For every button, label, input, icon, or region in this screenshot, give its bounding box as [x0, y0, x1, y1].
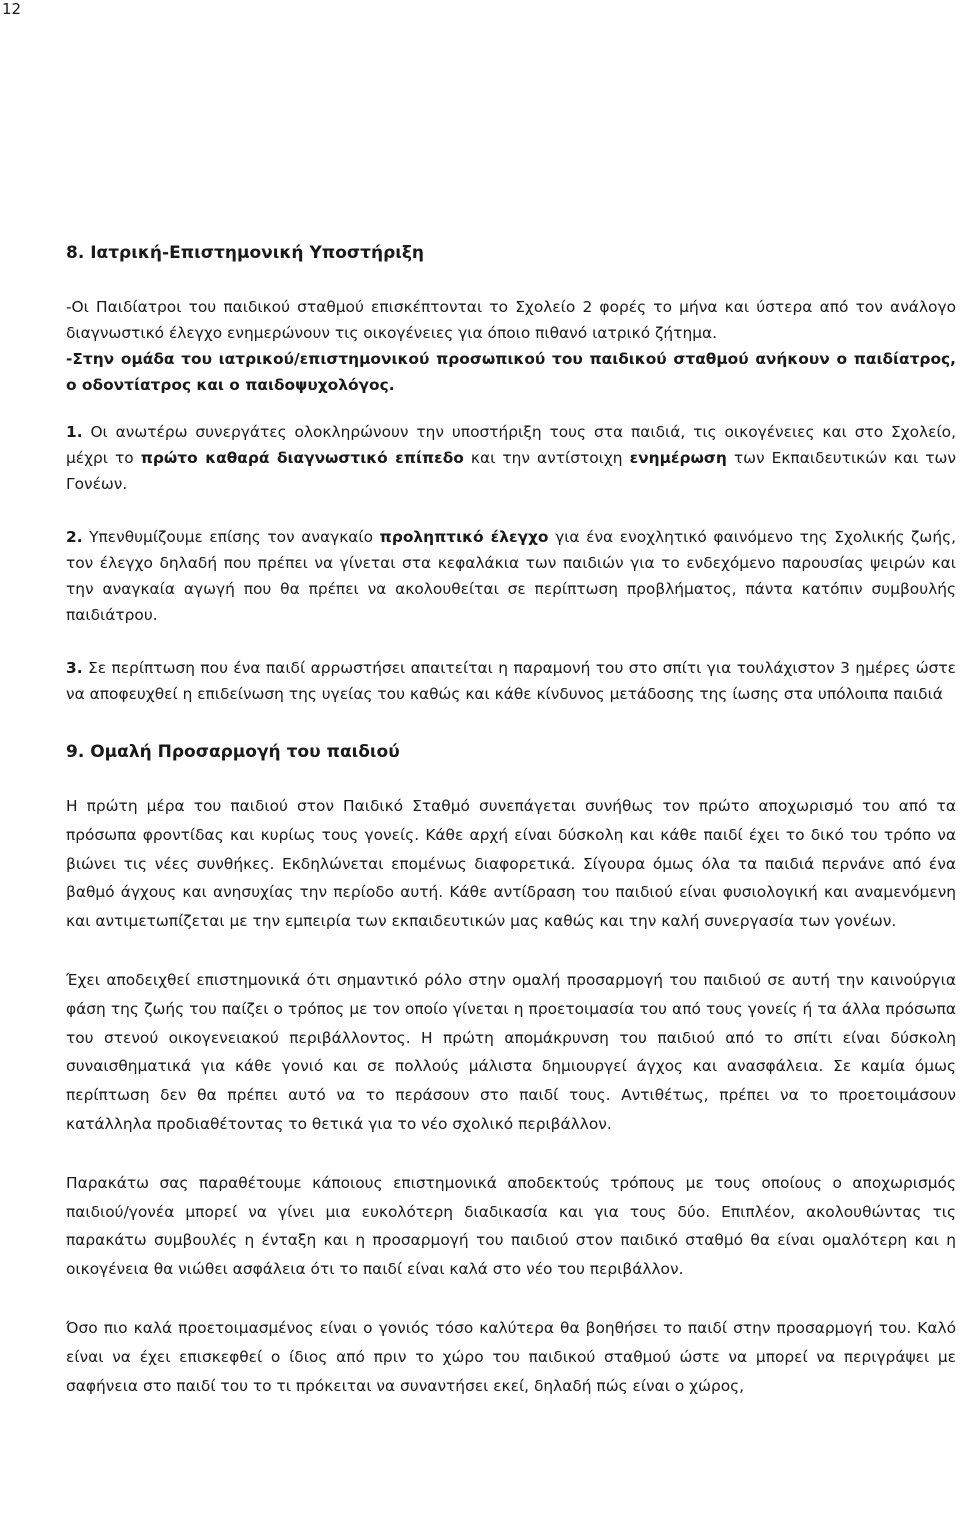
item-3-text-a: Σε περίπτωση που ένα παιδί αρρωστήσει απαιτείται η παραμονή του στο σπίτι για τουλάχιστον 3 ημέρες ώστε να αποφευχθεί η επιδείνωση της υγείας του καθώς και κάθε κίνδυνος μετάδοσης της ίωσης στα υπόλοιπα παιδιά — [66, 659, 956, 703]
item-1-text-d: των Εκπαιδευτικών και των Γονέων. — [66, 449, 956, 493]
section-9-paragraph-3: Παρακάτω σας παραθέτουμε κάποιους επιστημονικά αποδεκτούς τρόπους με τους οποίους ο αποχωρισμός παιδιού/γονέα μπορεί να γίνει μια ευκολότερη διαδικασία και για τους δύο. Επιπλέον, ακολουθώντας τις παρακάτω συμβουλές η ένταξη και η προσαρμογή του παιδιού στον παιδικό σταθμό θα είναι ομαλότερη και η οικογένεια θα νιώθει ασφάλεια ότι το παιδί είναι καλά στο νέο του περιβάλλον. — [66, 1173, 956, 1279]
item-2-text-c: για ένα ενοχλητικό φαινόμενο της Σχολικής ζωής, τον έλεγχο δηλαδή που πρέπει να γίνεται στα κεφαλάκια των παιδιών για το ενδεχόμενο παρουσίας ψειρών και την αναγκαία αγωγή που θα πρέπει να ακολουθείται σε περίπτωση προβλήματος, πάντα κατόπιν συμβουλής παιδιάτρου. — [66, 528, 956, 624]
item-1-text-a: Οι ανωτέρω συνεργάτες ολοκληρώνουν την υποστήριξη τους στα παιδιά, τις οικογένειες και στο Σχολείο, μέχρι το — [66, 423, 956, 467]
item-1-number: 1. — [66, 423, 83, 441]
section-9-heading: 9. Ομαλή Προσαρμογή του παιδιού — [66, 742, 400, 762]
document-body — [66, 243, 956, 1400]
item-2-number: 2. — [66, 528, 83, 546]
item-3-number: 3. — [66, 659, 83, 677]
item-2-bold-1: προληπτικό έλεγχο — [379, 528, 549, 546]
section-9-paragraph-2: Έχει αποδειχθεί επιστημονικά ότι σημαντικό ρόλο στην ομαλή προσαρμογή του παιδιού σε αυτή την καινούργια φάση της ζωής του παίζει ο τρόπος με τον οποίο γίνεται η προετοιμασία του από τους γονείς ή τα άλλα πρόσωπα του στενού οικογενειακού περιβάλλοντος. Η πρώτη απομάκρυνση του παιδιού από το σπίτι είναι δύσκολη συναισθηματικά για κάθε γονιό και σε πολλούς μάλιστα δημιουργεί άγχος και ανασφάλεια. Σε καμία όμως περίπτωση δεν θα πρέπει αυτό να το περάσουν στο παιδί τους. Αντιθέτως, πρέπει να το προετοιμάσουν κατάλληλα προδιαθέτοντας το θετικά για το νέο σχολικό περιβάλλον. — [66, 970, 956, 1133]
section-8-item-2 — [66, 524, 956, 628]
item-1-bold-1: πρώτο καθαρά διαγνωστικό επίπεδο — [140, 449, 464, 467]
section-9-paragraph-4: Όσο πιο καλά προετοιμασμένος είναι ο γονιός τόσο καλύτερα θα βοηθήσει το παιδί στην προσαρμογή του. Καλό είναι να έχει επισκεφθεί ο ίδιος από πριν το χώρο του παιδικού σταθμού ώστε να μπορεί να περιγράψει με σαφήνεια στο παιδί του το τι πρόκειται να συναντήσει εκεί, δηλαδή πώς είναι ο χώρος, — [66, 1318, 956, 1395]
section-9-paragraph-1: Η πρώτη μέρα του παιδιού στον Παιδικό Σταθμό συνεπάγεται συνήθως τον πρώτο αποχωρισμό του από τα πρόσωπα φροντίδας και κυρίως τους γονείς. Κάθε αρχή είναι δύσκολη και κάθε παιδί έχει το δικό του τρόπο να βιώνει τις νέες συνθήκες. Εκδηλώνεται επομένως διαφορετικά. Σίγουρα όμως όλα τα παιδιά περνάνε από ένα βαθμό άγχους και ανησυχίας την περίοδο αυτή. Κάθε αντίδραση του παιδιού είναι φυσιολογική και αναμενόμενη και αντιμετωπίζεται με την εμπειρία των εκπαιδευτικών μας καθώς και την καλή συνεργασία των γονέων. — [66, 797, 956, 931]
page-number: 12 — [2, 0, 22, 18]
item-2-text-a: Υπενθυμίζουμε επίσης τον αναγκαίο — [82, 528, 380, 546]
section-8-heading: 8. Ιατρική-Επιστημονική Υποστήριξη — [66, 243, 425, 263]
section-8-item-3 — [66, 655, 956, 707]
item-1-bold-2: ενημέρωση — [629, 449, 727, 467]
item-1-text-c: και την αντίστοιχη — [463, 449, 630, 467]
section-8-paragraph-2: -Στην ομάδα του ιατρικού/επιστημονικού προσωπικού του παιδικού σταθμού ανήκουν ο παιδίατρος, ο οδοντίατρος και ο παιδοψυχολόγος. — [66, 350, 956, 394]
section-8-item-1 — [66, 419, 956, 497]
section-8-paragraph-1: -Οι Παιδίατροι του παιδικού σταθμού επισκέπτονται το Σχολείο 2 φορές το μήνα και ύστερα από τον ανάλογο διαγνωστικό έλεγχο ενημερώνουν τις οικογένειες για όποιο πιθανό ιατρικό ζήτημα. — [66, 298, 956, 342]
